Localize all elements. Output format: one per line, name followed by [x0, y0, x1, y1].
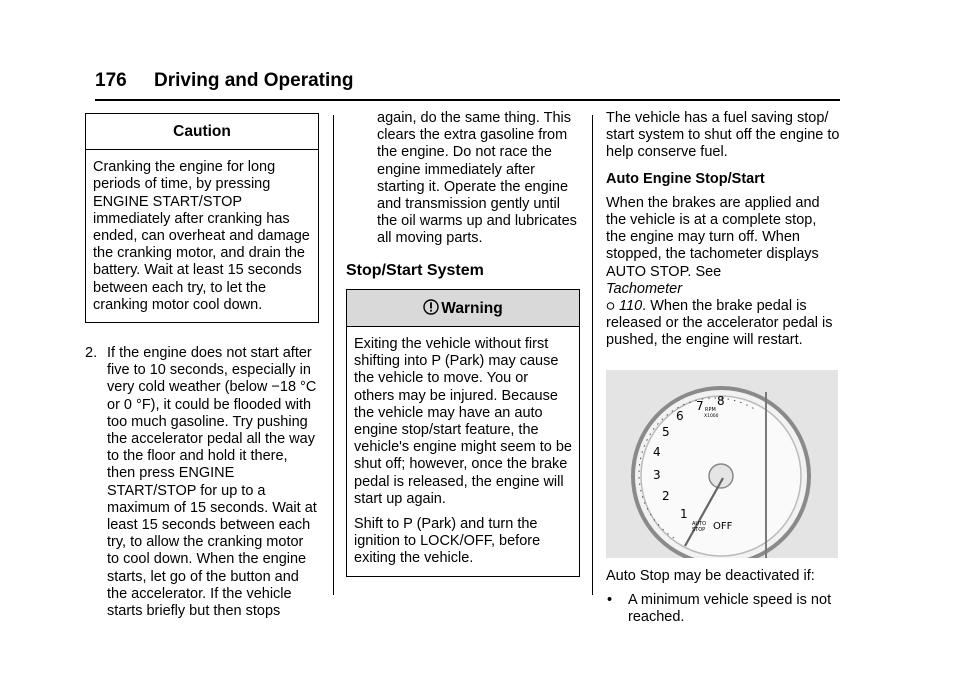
caution-text: Cranking the engine for long periods of time, by pressing ENGINE START/STOP immediately after cranking has ended, can overheat and damage the cranking motor, and drain the battery. Wait at least 15 seconds between each try, to let the cranking motor cool down.: [93, 159, 310, 313]
stop-start-heading: Stop/Start System: [346, 261, 484, 279]
gauge-numeral: 4: [653, 444, 661, 459]
gauge-numeral: 8: [717, 393, 725, 408]
column-3: [606, 110, 840, 626]
list-item: [606, 592, 840, 626]
gauge-rpm-label: RPM: [705, 406, 716, 413]
warning-text-1: Exiting the vehicle without first shifting into P (Park) may cause the vehicle to move. You or others may be injured. Because the vehicle may have an auto engine stop/start feature, the vehicle's engine might seem to be shut off; however, once the brake pedal is released, the engine will start up again.: [354, 336, 572, 507]
gauge-off-label: OFF: [713, 520, 733, 532]
auto-engine-heading: Auto Engine Stop/Start: [606, 170, 765, 187]
warning-text-2: Shift to P (Park) and turn the ignition to LOCK/OFF, before exiting the vehicle.: [354, 516, 541, 567]
bullet-text: A minimum vehicle speed is not reached.: [628, 591, 832, 626]
tachometer-illustration: [606, 370, 838, 558]
step-number: 2.: [85, 345, 98, 362]
gauge-numeral: 7: [696, 398, 704, 413]
gauge-numeral: 1: [680, 506, 688, 521]
stop-start-intro: The vehicle has a fuel saving stop/ start system to shut off the engine to help conserve fuel.: [606, 110, 840, 161]
gauge-numeral: 2: [662, 488, 670, 503]
column-1: [85, 113, 319, 620]
reference-page[interactable]: 110: [619, 298, 643, 315]
gauge-auto-label: AUTO: [692, 520, 707, 527]
page-header: [95, 70, 354, 92]
column-divider-left: [333, 115, 334, 595]
bullet-marker: •: [607, 591, 613, 608]
caution-title: Caution: [173, 123, 231, 140]
warning-title: Warning: [441, 299, 503, 317]
step-2-text: If the engine does not start after five to 10 seconds, especially in very cold weather (below −18 °C or 0 °F), it could be flooded with too much gasoline. Try pushing the accelerator pedal all the way to the floor and hold it there, then press ENGINE START/STOP for up to a maximum of 15 seconds. Wait at least 15 seconds between each try, to allow the cranking motor to cool down. When the engine starts, let go of the button and the accelerator. If the vehicle starts briefly but then stops: [107, 345, 317, 620]
deactivate-intro: Auto Stop may be deactivated if:: [606, 567, 815, 584]
gauge-numeral: 3: [653, 467, 661, 482]
gauge-multiplier-label: X1000: [704, 413, 719, 419]
auto-stop-paragraph: When the brakes are applied and the vehicle is at a complete stop, the engine may turn off. When stopped, the tachometer displays AUTO STOP. See Tachometer 110. When the brake pedal is released or the accelerator pedal is pushed, the engine will restart.: [606, 194, 833, 349]
warning-icon: [423, 299, 439, 315]
caution-box: [85, 113, 319, 323]
warning-title-bar: [347, 290, 579, 327]
section-title: Driving and Operating: [153, 70, 354, 91]
gauge-numeral: 6: [676, 408, 684, 423]
step-2-continued: again, do the same thing. This clears the extra gasoline from the engine. Do not race the engine immediately after starting it. Operate the engine and transmission gently until the oil warms up and lubricates all moving parts.: [377, 110, 577, 247]
page-reference-icon: [606, 301, 615, 311]
tachometer-gauge: [606, 370, 838, 558]
page-number: 176: [95, 70, 127, 91]
column-divider-right: [592, 115, 593, 595]
gauge-numeral: 5: [662, 424, 670, 439]
see-reference[interactable]: Tachometer: [606, 280, 683, 297]
column-2: [346, 110, 580, 577]
step-2: [85, 345, 319, 620]
gauge-stop-label: STOP: [692, 526, 706, 533]
warning-box: [346, 289, 580, 577]
header-rule: [95, 99, 840, 101]
